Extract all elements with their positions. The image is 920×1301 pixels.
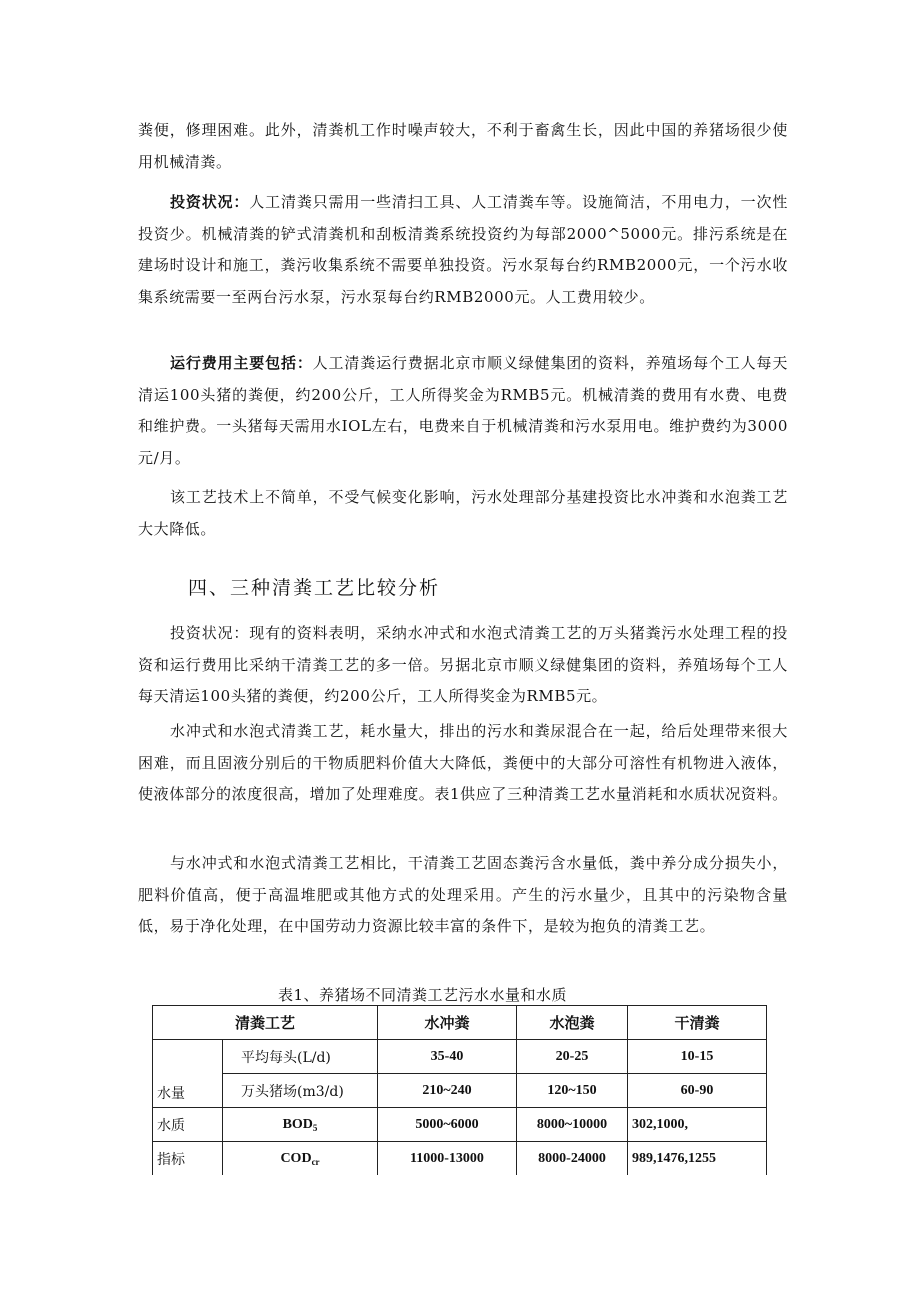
row-label-bod xyxy=(223,1108,378,1142)
paragraph-operating-costs xyxy=(138,348,788,474)
header-dry-clean: 干清粪 xyxy=(628,1006,767,1040)
water-quality-table xyxy=(152,1005,767,1175)
cod-main: COD xyxy=(280,1150,312,1166)
group-water-quality-1: 水质 xyxy=(153,1108,223,1142)
paragraph-operating-costs-text: 人工清粪运行费据北京市顺义绿健集团的资料，养殖场每个工人每天清运100头猪的粪便，约200公斤，工人所得奖金为RMB5元。机械清粪的费用有水费、电费和维护费。一头猪每天需用水IOL左右，电费来自于机械清粪和污水泵用电。维护费约为3000元/月。 xyxy=(138,354,788,467)
paragraph-cleaning-noise: 粪便，修理困难。此外，清粪机工作时噪声较大，不利于畜禽生长，因此中国的养猪场很少使用机械清粪。 xyxy=(138,121,788,171)
table-cell: 20-25 xyxy=(517,1040,628,1074)
table-cell: 60-90 xyxy=(628,1074,767,1108)
table-cell: 11000-13000 xyxy=(378,1142,517,1176)
bod-main: BOD xyxy=(282,1116,313,1132)
paragraph-operating-costs-label: 运行费用主要包括： xyxy=(170,354,313,372)
table-cell: 302,1000, xyxy=(628,1108,767,1142)
paragraph-investment-label: 投资状况： xyxy=(170,193,250,211)
paragraph-investment-text: 人工清粪只需用一些清扫工具、人工清粪车等。设施简洁，不用电力，一次性投资少。机械清粪的铲式清粪机和刮板清粪系统投资约为每部2000^5000元。排污系统是在建场时设计和施工，粪污收集系统不需要单独投资。污水泵每台约RMB2000元，一个污水收集系统需要一至两台污水泵，污水泵每台约RMB2000元。人工费用较少。 xyxy=(138,193,788,306)
section-heading: 四、三种清粪工艺比较分析 xyxy=(188,577,441,599)
row-label: 万头猪场(m3/d) xyxy=(223,1074,378,1108)
header-process: 清粪工艺 xyxy=(153,1006,378,1040)
group-water-quality-2: 指标 xyxy=(153,1142,223,1176)
header-water-soak: 水泡粪 xyxy=(517,1006,628,1040)
table-cell: 35-40 xyxy=(378,1040,517,1074)
paragraph-process-summary: 该工艺技术上不简单，不受气候变化影响，污水处理部分基建投资比水冲粪和水泡粪工艺大大降低。 xyxy=(138,488,788,538)
paragraph-comparison-investment: 投资状况：现有的资料表明，采纳水冲式和水泡式清粪工艺的万头猪粪污水处理工程的投资和运行费用比采纳干清粪工艺的多一倍。另据北京市顺义绿健集团的资料，养殖场每个工人每天清运100头猪的粪便，约200公斤，工人所得奖金为RMB5元。 xyxy=(138,624,788,705)
table-row xyxy=(153,1142,767,1176)
row-label: 平均每头(L/d) xyxy=(223,1040,378,1074)
table-header-row xyxy=(153,1006,767,1040)
paragraph-dry-cleaning: 与水冲式和水泡式清粪工艺相比，干清粪工艺固态粪污含水量低，粪中养分成分损失小，肥料价值高，便于高温堆肥或其他方式的处理采用。产生的污水量少，且其中的污染物含量低，易于净化处理，在中国劳动力资源比较丰富的条件下，是较为抱负的清粪工艺。 xyxy=(138,854,788,935)
header-water-flush: 水冲粪 xyxy=(378,1006,517,1040)
bod-subscript: 5 xyxy=(312,1122,318,1133)
table-cell: 8000-24000 xyxy=(517,1142,628,1176)
group-water-volume: 水量 xyxy=(153,1040,223,1108)
table-row xyxy=(153,1040,767,1074)
cod-subscript: cr xyxy=(311,1156,320,1167)
row-label-cod xyxy=(223,1142,378,1176)
table-cell: 210~240 xyxy=(378,1074,517,1108)
table-cell: 8000~10000 xyxy=(517,1108,628,1142)
table-row xyxy=(153,1108,767,1142)
paragraph-water-flushing: 水冲式和水泡式清粪工艺，耗水量大，排出的污水和粪尿混合在一起，给后处理带来很大困难，而且固液分别后的干物质肥料价值大大降低，粪便中的大部分可溶性有机物进入液体，使液体部分的浓度很高，增加了处理难度。表1供应了三种清粪工艺水量消耗和水质状况资料。 xyxy=(138,722,788,803)
table-caption: 表1、养猪场不同清粪工艺污水水量和水质 xyxy=(278,986,568,1004)
table-cell: 10-15 xyxy=(628,1040,767,1074)
table-row xyxy=(153,1074,767,1108)
table-cell: 5000~6000 xyxy=(378,1108,517,1142)
table-cell: 989,1476,1255 xyxy=(628,1142,767,1176)
table-cell: 120~150 xyxy=(517,1074,628,1108)
paragraph-investment xyxy=(138,187,788,313)
